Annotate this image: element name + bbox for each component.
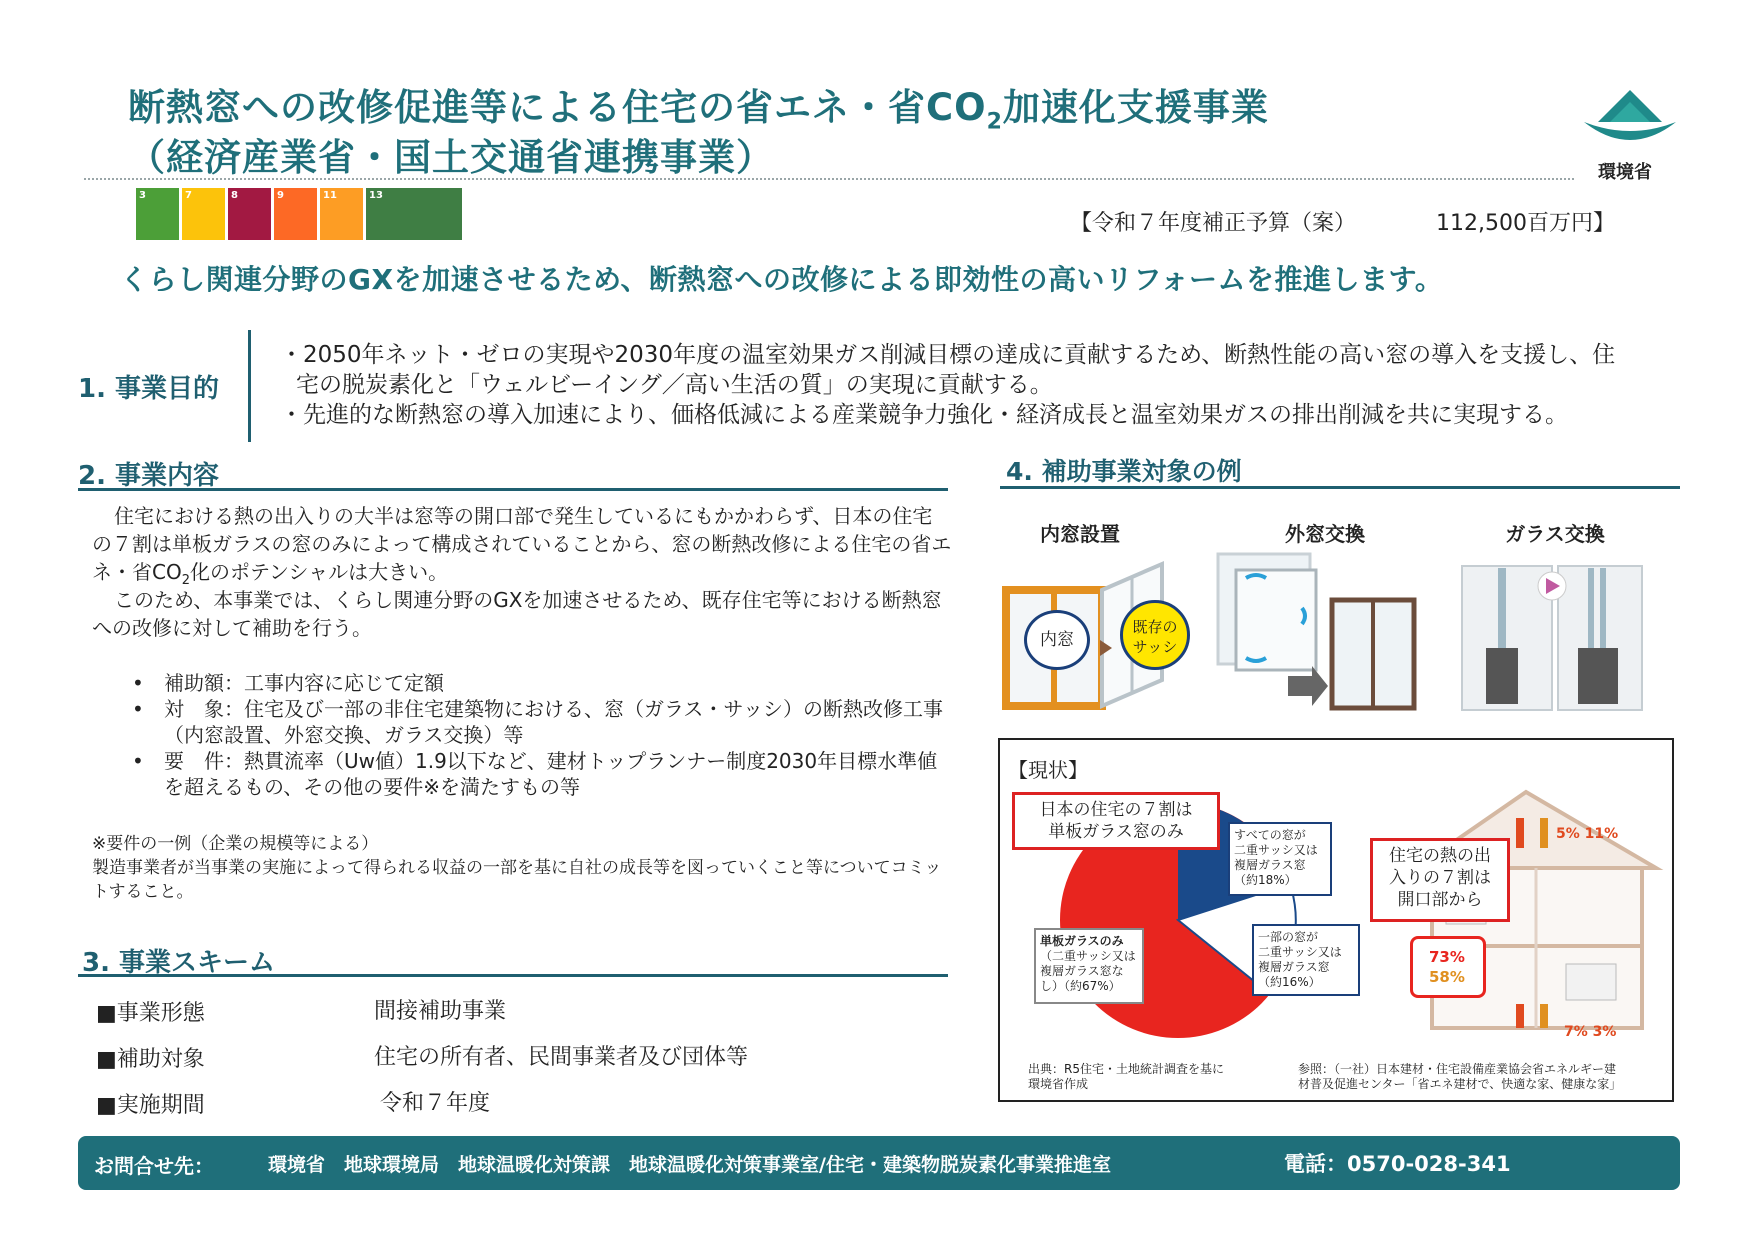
scheme-value: 住宅の所有者、民間事業者及び団体等 xyxy=(374,1045,749,1070)
purpose-bullet: ・先進的な断熱窓の導入加速により、価格低減による産業競争力強化・経済成長と温室効果ガスの排出削減を共に実現する。 xyxy=(280,402,1568,428)
sdg-icon: 3 xyxy=(136,188,179,240)
footer-phone: 電話：0570-028-341 xyxy=(1284,1152,1511,1176)
title-line1-end: 加速化支援事業 xyxy=(1002,86,1269,129)
status-reference: 参照：（一社）日本建材・住宅設備産業協会省エネルギー建 材普及促進センター「省エネ建材で、快適な家、健康な家」 xyxy=(1298,1062,1622,1091)
footer-label: お問合せ先： xyxy=(94,1154,214,1178)
page-subtitle: （経済産業省・国土交通省連携事業） xyxy=(128,136,774,179)
box-single-glass: 単板ガラスのみ （二重サッシ又は 複層ガラス窓な し）（約67%） xyxy=(1034,928,1144,1004)
example-title: 内窓設置 xyxy=(1040,522,1120,546)
note-title: ※要件の一例（企業の規模等による） xyxy=(92,834,379,854)
example-title: ガラス交換 xyxy=(1505,522,1605,546)
title-subscript: 2 xyxy=(986,109,1003,135)
section-content-heading: 2. 事業内容 xyxy=(78,461,220,491)
scheme-key: ■実施期間 xyxy=(96,1093,205,1118)
scheme-value: 令和７年度 xyxy=(380,1091,491,1116)
status-source: 出典：R5住宅・土地統計調査を基に 環境省作成 xyxy=(1028,1062,1224,1091)
box-some-double: 一部の窓が 二重サッシ又は 複層ガラス窓 （約16%） xyxy=(1252,924,1360,996)
budget-amount: 112,500百万円】 xyxy=(1436,211,1615,236)
scheme-value: 間接補助事業 xyxy=(374,999,507,1024)
scheme-key: ■補助対象 xyxy=(96,1047,205,1072)
glass-replacement-illustration xyxy=(1460,564,1645,714)
budget-label: 【令和７年度補正予算（案） xyxy=(1070,211,1357,236)
purpose-divider xyxy=(248,330,251,442)
lead-text: くらし関連分野のGXを加速させるため、断熱窓への改修による即効性の高いリフォームを推進します。 xyxy=(120,263,1444,296)
opening-loss-values: 73% 58% xyxy=(1410,936,1486,998)
scheme-key: ■事業形態 xyxy=(96,1001,205,1026)
box-all-double: すべての窓が 二重サッシ又は 複層ガラス窓 （約18%） xyxy=(1228,822,1332,896)
contact-footer xyxy=(78,1136,1680,1190)
ministry-name: 環境省 xyxy=(1598,162,1652,183)
footer-organization: 環境省 地球環境局 地球温暖化対策課 地球温暖化対策事業室/住宅・建築物脱炭素化事業推進室 xyxy=(268,1154,1111,1176)
section-scheme-heading: 3. 事業スキーム xyxy=(82,948,276,978)
callout-single-glass: 日本の住宅の７割は 単板ガラス窓のみ xyxy=(1012,792,1220,850)
purpose-bullets xyxy=(280,340,1630,430)
section-purpose-heading: 1. 事業目的 xyxy=(78,374,220,404)
content-bullet: • 要 件：熱貫流率（Uw値）1.9以下など、建材トップランナー制度2030年目標水準値を超えるもの、その他の要件※を満たすもの等 xyxy=(132,749,938,799)
requirement-note xyxy=(92,832,952,904)
sdg-icon: 11 xyxy=(320,188,363,240)
section-examples-heading: 4. 補助事業対象の例 xyxy=(1006,457,1242,486)
roof-loss-values: 5% 11% xyxy=(1556,826,1619,842)
sdg-icon: 13 xyxy=(366,188,462,240)
content-paragraph-2: このため、本事業では、くらし関連分野のGXを加速させるため、既存住宅等における断熱窓への改修に対して補助を行う。 xyxy=(92,588,942,640)
sdg-icon: 8 xyxy=(228,188,271,240)
title-divider xyxy=(84,178,1574,180)
example-title: 外窓交換 xyxy=(1285,522,1365,546)
content-bullets xyxy=(132,670,952,800)
outer-window-illustration xyxy=(1212,548,1422,713)
status-label: 【現状】 xyxy=(1008,758,1088,782)
sdg-icon: 9 xyxy=(274,188,317,240)
examples-underline xyxy=(1000,486,1680,489)
note-body: 製造事業者が当事業の実施によって得られる収益の一部を基に自社の成長等を図っていくこと等についてコミットすること。 xyxy=(92,858,942,902)
content-paragraph-1: 住宅における熱の出入りの大半は窓等の開口部で発生しているにもかかわらず、日本の住宅の７割は単板ガラスの窓のみによって構成されていることから、窓の断熱改修による住宅の省エネ・省$CO_2$化のポテンシャルは大きい。 xyxy=(92,504,952,588)
sdg-icon: 7 xyxy=(182,188,225,240)
purpose-bullet: ・2050年ネット・ゼロの実現や2030年度の温室効果ガス削減目標の達成に貢献するため、断熱性能の高い窓の導入を支援し、住宅の脱炭素化と「ウェルビーイング／高い生活の質」の実現に貢献する。 xyxy=(280,342,1616,398)
scheme-underline xyxy=(78,974,948,977)
inner-window-label: 内窓 xyxy=(1024,610,1090,670)
ministry-logo-icon xyxy=(1580,88,1680,158)
callout-opening: 住宅の熱の出 入りの７割は 開口部から xyxy=(1370,838,1510,922)
existing-sash-label: 既存の サッシ xyxy=(1120,600,1190,670)
title-line1: 断熱窓への改修促進等による住宅の省エネ・省CO xyxy=(128,86,987,129)
content-bullet: • 対 象：住宅及び一部の非住宅建築物における、窓（ガラス・サッシ）の断熱改修工事（内窓設置、外窓交換、ガラス交換）等 xyxy=(132,697,943,747)
content-bullet: • 補助額：工事内容に応じて定額 xyxy=(132,671,444,695)
floor-loss-values: 7% 3% xyxy=(1564,1024,1617,1040)
content-underline xyxy=(78,488,948,491)
